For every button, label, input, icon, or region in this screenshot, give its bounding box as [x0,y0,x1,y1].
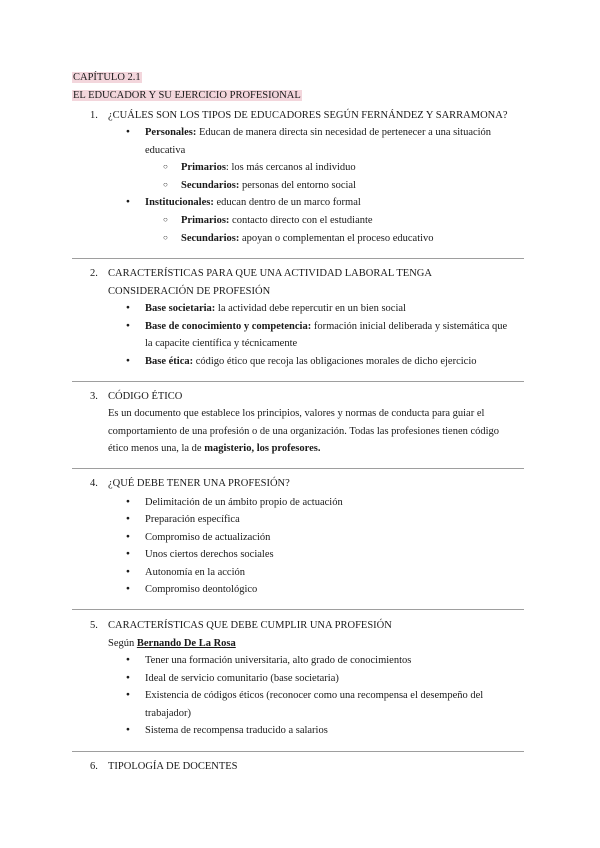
section-title-continuation: CONSIDERACIÓN DE PROFESIÓN [108,286,271,297]
section-title: ¿CUÁLES SON LOS TIPOS DE EDUCADORES SEGÚN FERNÁNDEZ Y SARRAMONA? [108,110,508,121]
list-item-continuation: trabajador) [145,708,192,719]
list-item: ● Autonomía en la acción [145,567,245,578]
divider [72,258,524,259]
divider [72,468,524,469]
list-item: ● Tener una formación universitaria, alto grado de conocimientos [145,655,411,666]
sub-list-item: ○ Primarios: contacto directo con el estudiante [181,215,373,226]
section-title: CÓDIGO ÉTICO [108,391,183,402]
author-reference: Según Bernando De La Rosa [108,638,236,649]
list-item: ● Unos ciertos derechos sociales [145,549,274,560]
sub-list-item: ○ Primarios: los más cercanos al individuo [181,162,356,173]
list-item: ● Sistema de recompensa traducido a salarios [145,725,328,736]
section-title: CARACTERÍSTICAS QUE DEBE CUMPLIR UNA PROFESIÓN [108,620,392,631]
paragraph-line: ético menos una, la de magisterio, los profesores. [108,443,321,454]
list-item: ● Compromiso de actualización [145,532,270,543]
sub-list-item: ○ Secundarios: apoyan o complementan el proceso educativo [181,233,434,244]
list-item: ● Existencia de códigos éticos (reconocer como una recompensa el desempeño del [145,690,483,701]
paragraph-line: comportamiento de una profesión o de una organización. Todas las profesiones tienen código [108,426,500,437]
list-item: ● Base ética: código ético que recoja las obligaciones morales de dicho ejercicio [145,356,477,367]
divider [72,751,524,752]
list-item: ● Personales: Educan de manera directa sin necesidad de pertenecer a una situación [145,127,491,138]
section-title: CARACTERÍSTICAS PARA QUE UNA ACTIVIDAD LABORAL TENGA [108,268,432,279]
list-item: ● Preparación específica [145,514,240,525]
paragraph-line: Es un documento que establece los principios, valores y normas de conducta para guiar el [108,408,485,419]
section-number: 3. [90,391,98,402]
list-item-continuation: educativa [145,145,186,156]
chapter-label: CAPÍTULO 2.1 [73,72,141,83]
list-item: ● Institucionales: educan dentro de un marco formal [145,197,361,208]
list-item: ● Base societaria: la actividad debe repercutir en un bien social [145,303,406,314]
section-title: TIPOLOGÍA DE DOCENTES [108,761,238,772]
list-item: ● Delimitación de un ámbito propio de actuación [145,497,343,508]
section-number: 2. [90,268,98,279]
list-item: ● Ideal de servicio comunitario (base societaria) [145,673,339,684]
section-number: 5. [90,620,98,631]
section-number: 6. [90,761,98,772]
list-item: ● Base de conocimiento y competencia: formación inicial deliberada y sistemática que [145,321,507,332]
list-item: ● Compromiso deontológico [145,584,257,595]
section-title: ¿QUÉ DEBE TENER UNA PROFESIÓN? [108,478,290,489]
chapter-title: EL EDUCADOR Y SU EJERCICIO PROFESIONAL [73,90,301,101]
section-number: 1. [90,110,98,121]
sub-list-item: ○ Secundarios: personas del entorno social [181,180,356,191]
divider [72,609,524,610]
list-item-continuation: la capacite científica y técnicamente [145,338,298,349]
divider [72,381,524,382]
section-number: 4. [90,478,98,489]
